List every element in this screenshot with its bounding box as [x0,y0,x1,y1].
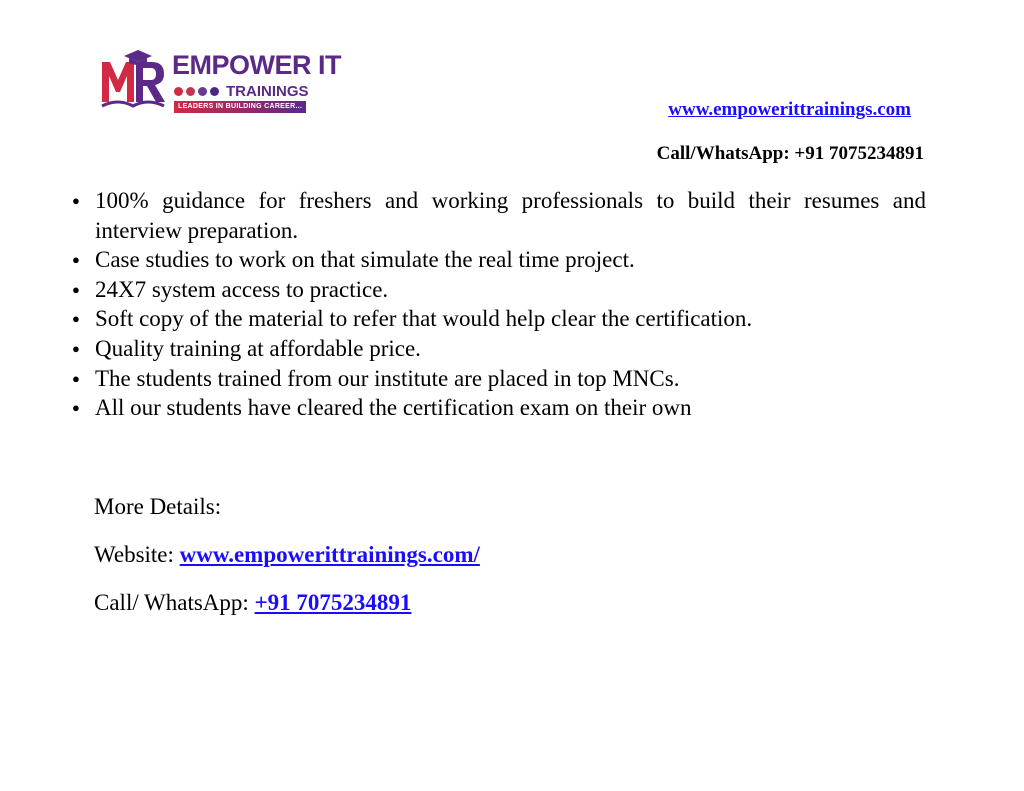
bullet-icon: ● [72,340,80,356]
feature-text: 100% guidance for freshers and working professionals to build their resumes and interview preparation. [95,188,926,243]
logo-tagline: LEADERS IN BUILDING CAREER... [174,101,306,113]
list-item [60,186,926,245]
bullet-icon: ● [72,311,80,327]
website-label: Website: [94,542,180,567]
call-label: Call/ WhatsApp: [94,590,255,615]
logo-title: EMPOWER IT [172,50,341,80]
feature-text: Case studies to work on that simulate the real time project. [95,247,635,273]
feature-list [60,186,926,423]
list-item [60,275,926,305]
feature-text: Quality training at affordable price. [95,335,421,361]
logo-subtitle-row [174,82,309,100]
bullet-icon: ● [72,252,80,268]
bullet-icon: ● [72,400,80,416]
more-details-section [94,492,480,618]
feature-text: All our students have cleared the certification exam on their own [95,395,692,421]
website-line [94,540,480,570]
header-call-text: Call/WhatsApp: +91 7075234891 [656,143,924,164]
mr-monogram-logo-icon [98,50,168,112]
company-logo [98,46,341,116]
list-item [60,304,926,334]
header-website-link[interactable]: www.empowerittrainings.com [668,99,911,120]
website-link[interactable]: www.empowerittrainings.com/ [179,542,480,567]
list-item [60,364,926,394]
logo-dot-icon [186,87,195,96]
call-line [94,588,480,618]
feature-text: The students trained from our institute are placed in top MNCs. [95,365,680,391]
list-item [60,334,926,364]
list-item [60,393,926,423]
list-item [60,245,926,275]
logo-dot-icon [174,87,183,96]
bullet-icon: ● [72,281,80,297]
logo-dot-icon [198,87,207,96]
logo-subtitle: TRAININGS [226,82,309,100]
feature-text: Soft copy of the material to refer that would help clear the certification. [95,306,753,332]
feature-text: 24X7 system access to practice. [95,276,389,302]
bullet-icon: ● [72,193,80,208]
call-link[interactable]: +91 7075234891 [254,590,412,615]
more-details-heading: More Details: [94,494,222,519]
bullet-icon: ● [72,370,80,386]
logo-dot-icon [210,87,219,96]
